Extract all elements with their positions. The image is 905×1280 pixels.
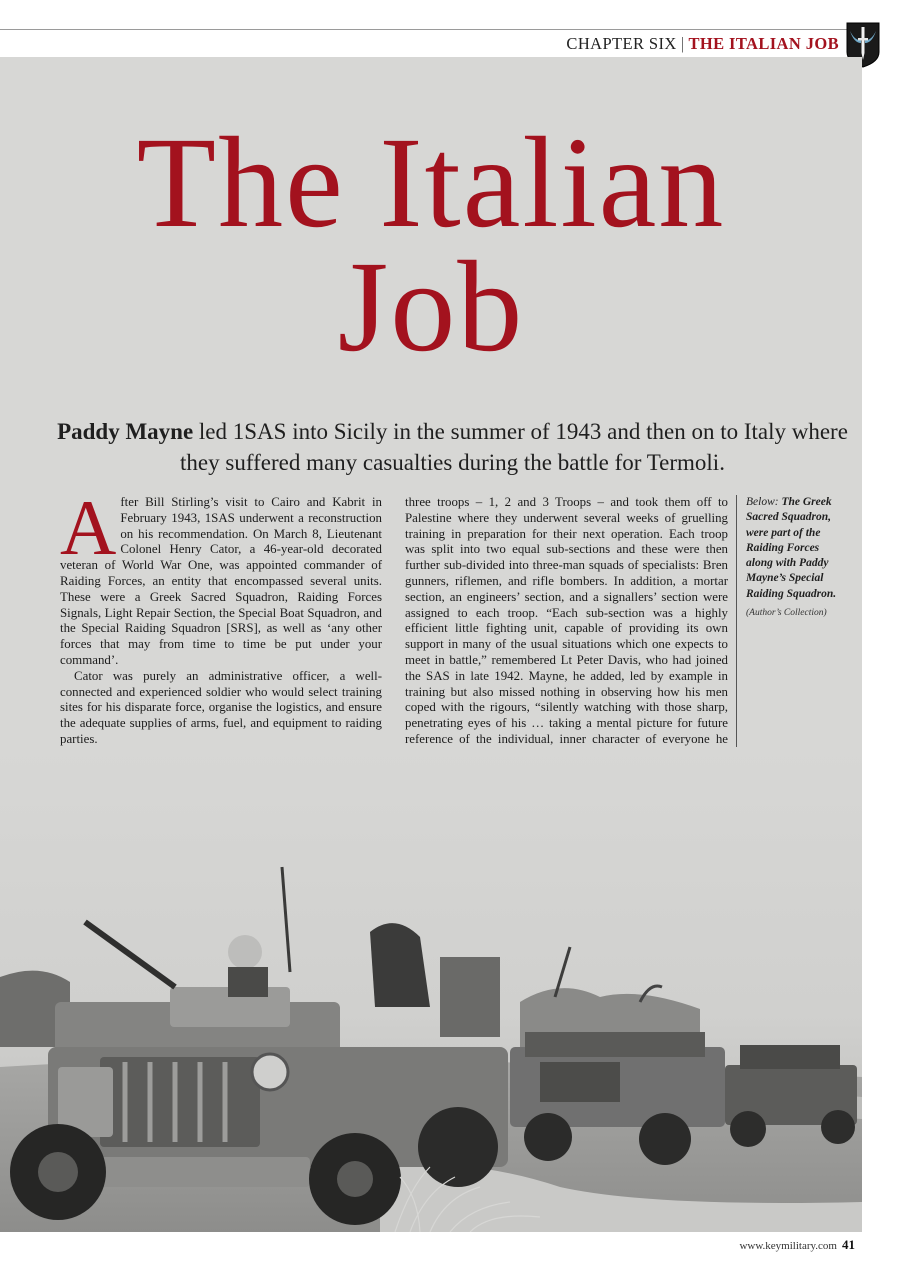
body-paragraph: Cator was purely an administrative officer, a well-connected and experienced soldier who would select training sites for his disparate force, organise the logistics, and ensure the adequate supplies of arms, fuel, and equipment to raiding parties.: [60, 668, 382, 746]
header-separator: |: [680, 34, 685, 53]
page-number: 41: [842, 1237, 855, 1252]
body-column-2: [405, 495, 728, 764]
chapter-label: CHAPTER SIX: [566, 34, 677, 53]
caption-divider: [736, 495, 737, 779]
body-paragraph: [60, 484, 382, 669]
footer-url: www.keymilitary.com: [739, 1240, 837, 1252]
article-title: [0, 111, 862, 379]
jeep-convoy-photo: [0, 747, 862, 1232]
standfirst: [45, 416, 860, 478]
standfirst-text: led 1SAS into Sicily in the summer of 1943 and then on to Italy where they suffered many casualties during the battle for Termoli.: [180, 419, 848, 475]
drop-cap: A: [60, 484, 117, 571]
running-header: [566, 34, 839, 54]
page-footer: [739, 1237, 855, 1253]
caption-text: The Greek Sacred Squadron, were part of the Raiding Forces along with Paddy Mayne’s Special Raiding Squadron.: [746, 496, 837, 600]
photo-caption: [746, 495, 840, 621]
caption-label: Below:: [746, 496, 779, 508]
title-line-1: The Italian: [136, 111, 726, 255]
standfirst-lead: Paddy Mayne: [57, 419, 194, 444]
body-column-1: [60, 484, 382, 779]
photo-credit: (Author’s Collection): [746, 608, 827, 619]
body-paragraph: three troops – 1, 2 and 3 Troops – and took them off to Palestine where they underwent several weeks of gruelling training in preparation for their next operation. Each troop was split into two equal sub-sections and these were then further sub-divided into three-man squads of specialists: Bren gunners, riflemen, and rifle bombers. In addition, a mortar section, an engineers’ section, and a signallers’ section were assigned to each troop. “Each sub-section was a highly efficient little fighting unit, capable of providing its own support in many of the usual situations which one expects to meet in battle,” remembered Lt Peter Davis, who had joined the SAS in late 1942. Mayne, he added, led by example in training but also missed nothing in observing how his men coped with the rigours, “silently watching with those sharp, penetrating eyes of his … taking a mental picture for future reference of the individual, inner character of everyone he: [405, 495, 728, 746]
title-line-2: Job: [337, 235, 525, 379]
header-rule: [0, 29, 862, 30]
section-title: THE ITALIAN JOB: [688, 34, 839, 53]
article-page: [0, 57, 862, 1232]
paragraph-text: fter Bill Stirling’s visit to Cairo and Kabrit in February 1943, 1SAS underwent a reconstruction on his recommendation. On March 8, Lieutenant Colonel Henry Cator, a 46-year-old decorated veteran of World War One, was appointed commander of Raiding Forces, an entity that encompassed several units. These were a Greek Sacred Squadron, Raiding Forces Signals, Light Repair Section, the Special Boat Squadron, and the Special Raiding Squadron [SRS], as well as ‘any other forces that may from time to time be put under your command’.: [60, 495, 382, 667]
